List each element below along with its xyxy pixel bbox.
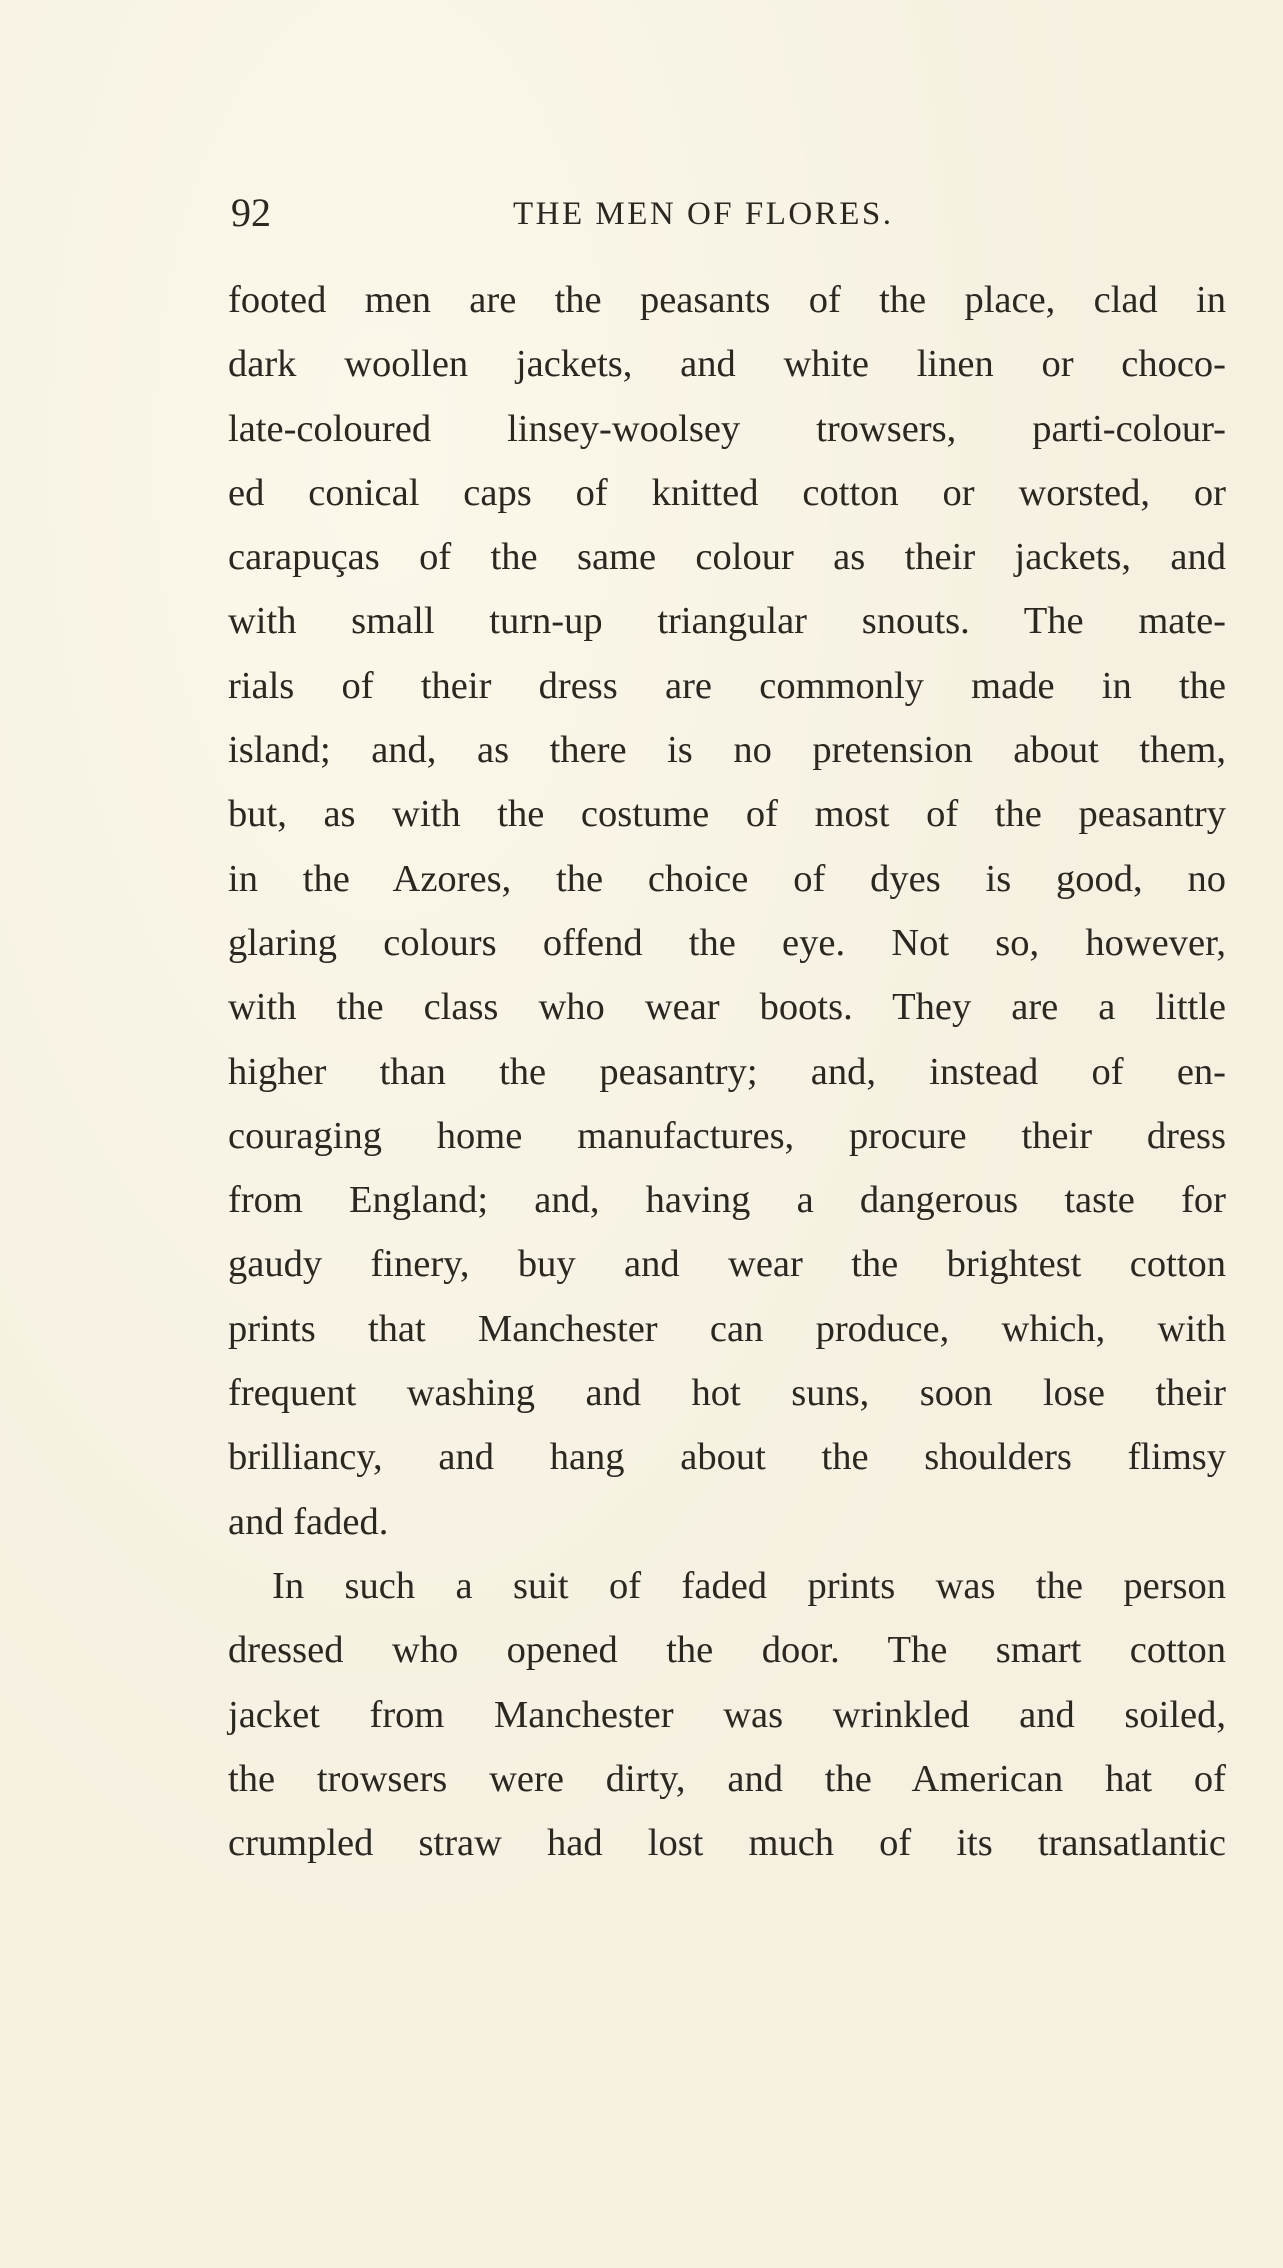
text-line: ed conical caps of knitted cotton or worsted, or [228,471,1226,514]
text-line: higher than the peasantry; and, instead of en- [228,1050,1226,1093]
text-line: with the class who wear boots. They are a little [228,986,1226,1029]
text-line: rials of their dress are commonly made in the [228,664,1226,707]
page-number: 92 [231,190,271,235]
text-line: brilliancy, and hang about the shoulders flimsy [228,1436,1226,1479]
text-line: glaring colours offend the eye. Not so, however, [228,921,1226,964]
text-line: gaudy finery, buy and wear the brightest cotton [228,1243,1226,1286]
paragraph [228,1554,1226,1875]
text-line: the trowsers were dirty, and the American hat of [228,1757,1226,1800]
body-text [228,268,1226,1875]
text-line: but, as with the costume of most of the peasantry [228,793,1226,836]
text-line: crumpled straw had lost much of its transatlantic [228,1822,1226,1865]
text-line: jacket from Manchester was wrinkled and soiled, [228,1693,1226,1736]
text-line: prints that Manchester can produce, which, with [228,1307,1226,1350]
paragraph [228,268,1226,1554]
text-line: island; and, as there is no pretension about them, [228,729,1226,772]
text-line: with small turn-up triangular snouts. The mate- [228,600,1226,643]
text-line: from England; and, having a dangerous taste for [228,1179,1226,1222]
text-line: frequent washing and hot suns, soon lose their [228,1372,1226,1415]
text-line: in the Azores, the choice of dyes is good, no [228,857,1226,900]
text-line: couraging home manufactures, procure their dress [228,1114,1226,1157]
text-line: and faded. [228,1500,389,1543]
text-line: carapuças of the same colour as their jackets, and [228,536,1226,579]
text-line: dark woollen jackets, and white linen or choco- [228,343,1226,386]
text-line: dressed who opened the door. The smart cotton [228,1629,1226,1672]
text-line: In such a suit of faded prints was the person [272,1564,1226,1607]
page-header [231,188,1226,238]
text-line: late-coloured linsey-woolsey trowsers, parti-colour- [228,407,1226,450]
running-title: THE MEN OF FLORES. [513,196,894,232]
text-line: footed men are the peasants of the place, clad in [228,279,1226,321]
